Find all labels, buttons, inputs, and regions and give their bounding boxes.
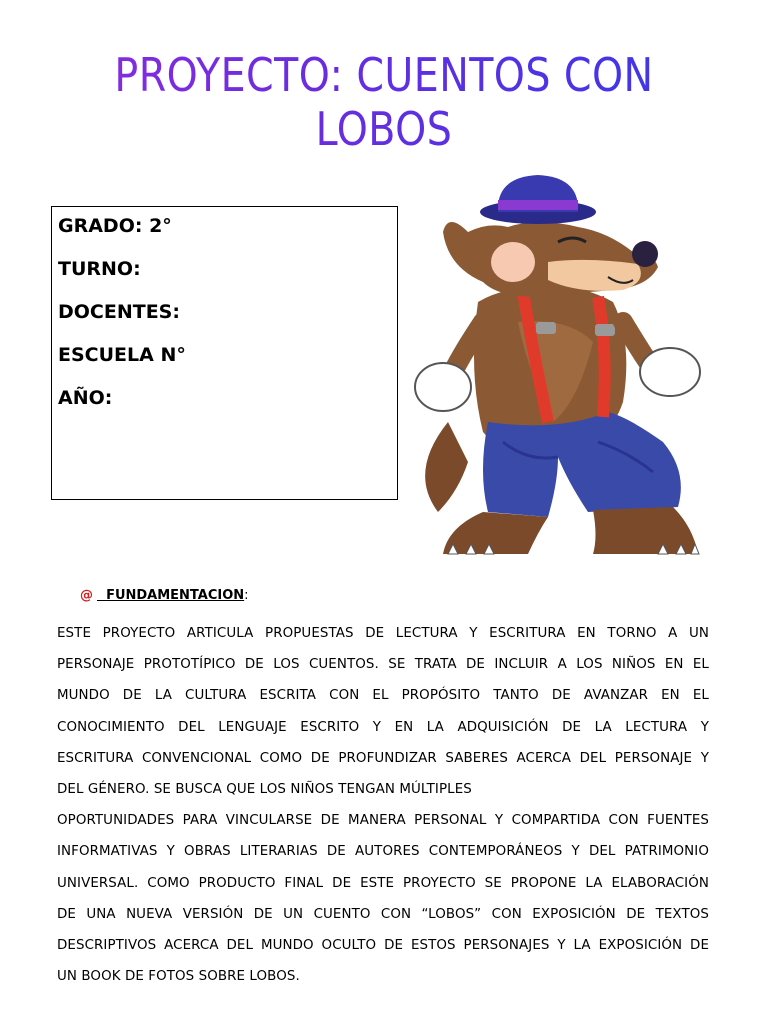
heading-label: FUNDAMENTACION	[106, 588, 245, 603]
body-line: DEL GÉNERO. SE BUSCA QUE LOS NIÑOS TENGAN MÚLTIPLES	[57, 782, 472, 798]
body-line: OPORTUNIDADES PARA VINCULARSE DE MANERA PERSONAL Y COMPARTIDA CON FUENTES	[57, 813, 709, 829]
anio-label: AÑO:	[58, 387, 113, 409]
bullet-icon: @	[80, 588, 93, 603]
body-line: UNIVERSAL. COMO PRODUCTO FINAL DE ESTE PROYECTO SE PROPONE LA ELABORACIÓN	[57, 875, 709, 891]
body-line: UN BOOK DE FOTOS SOBRE LOBOS.	[57, 969, 300, 985]
info-box	[51, 206, 398, 500]
heading-text	[97, 588, 244, 603]
turno-label: TURNO:	[58, 258, 141, 280]
body-line: ESTE PROYECTO ARTICULA PROPUESTAS DE LECTURA Y ESCRITURA EN TORNO A UN	[57, 626, 709, 641]
body-line: DESCRIPTIVOS ACERCA DEL MUNDO OCULTO DE ESTOS PERSONAJES Y LA EXPOSICIÓN DE	[57, 938, 709, 954]
heading-colon: :	[244, 588, 249, 603]
body-line: ESCRITURA CONVENCIONAL COMO DE PROFUNDIZAR SABERES ACERCA DEL PERSONAJE Y	[57, 750, 709, 766]
body-line: CONOCIMIENTO DEL LENGUAJE ESCRITO Y EN LA ADQUISICIÓN DE LA LECTURA Y	[57, 719, 709, 735]
escuela-label: ESCUELA N°	[58, 344, 186, 366]
page-title: PROYECTO: CUENTOS CON LOBOS	[54, 48, 714, 156]
docentes-label: DOCENTES:	[58, 301, 180, 323]
grado-label: GRADO: 2°	[58, 215, 172, 237]
body-line: DE UNA NUEVA VERSIÓN DE UN CUENTO CON “LOBOS” CON EXPOSICIÓN DE TEXTOS	[57, 906, 709, 922]
body-line: MUNDO DE LA CULTURA ESCRITA CON EL PROPÓSITO TANTO DE AVANZAR EN EL	[57, 688, 709, 704]
body-paragraph	[57, 618, 709, 992]
body-line: INFORMATIVAS Y OBRAS LITERARIAS DE AUTORES CONTEMPORÁNEOS Y DEL PATRIMONIO	[57, 844, 709, 860]
body-line: PERSONAJE PROTOTÍPICO DE LOS CUENTOS. SE TRATA DE INCLUIR A LOS NIÑOS EN EL	[57, 657, 709, 673]
wolf-cartoon-icon	[408, 172, 718, 564]
section-heading	[80, 588, 249, 603]
